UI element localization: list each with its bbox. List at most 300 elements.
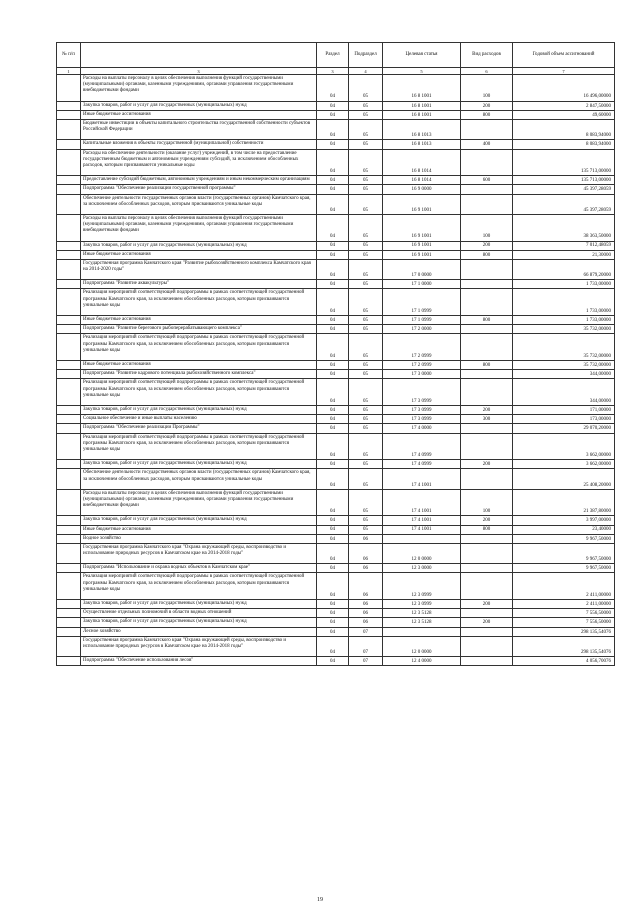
column-number: 3 [317, 68, 349, 75]
row-number [57, 214, 81, 241]
table-row [57, 149, 615, 176]
row-section: 04 [317, 424, 349, 433]
row-expense-type [461, 149, 513, 176]
row-subsection: 05 [349, 280, 383, 289]
row-subsection: 05 [349, 149, 383, 176]
table-row [57, 140, 615, 149]
row-subsection: 05 [349, 316, 383, 325]
row-expense-type [461, 573, 513, 600]
row-subsection: 05 [349, 214, 383, 241]
row-target: 16 9 1001 [383, 241, 461, 250]
row-number [57, 119, 81, 139]
table-row [57, 75, 615, 102]
row-subsection: 05 [349, 370, 383, 379]
row-target: 12 0 0000 [383, 543, 461, 563]
row-name: Закупка товаров, работ и услуг для государственных (муниципальных) нужд [81, 600, 317, 609]
table-row [57, 280, 615, 289]
row-section: 04 [317, 573, 349, 600]
row-section: 04 [317, 149, 349, 176]
row-expense-type [461, 280, 513, 289]
row-name: Подпрограмма "Использование и охрана водных объектов в Камчатском крае" [81, 564, 317, 573]
row-section: 04 [317, 176, 349, 185]
table-row [57, 564, 615, 573]
row-name: Капитальные вложения в объекты государственной (муниципальной) собственности [81, 140, 317, 149]
header-name [81, 43, 317, 68]
row-expense-type: 100 [461, 214, 513, 241]
row-subsection: 05 [349, 516, 383, 525]
row-amount: 21 387,80000 [513, 489, 615, 516]
row-expense-type [461, 379, 513, 406]
row-target: 17 4 0999 [383, 460, 461, 469]
row-target: 12 3 5128 [383, 618, 461, 627]
row-expense-type [461, 194, 513, 214]
row-subsection: 05 [349, 75, 383, 102]
row-expense-type: 800 [461, 250, 513, 259]
row-subsection: 05 [349, 259, 383, 279]
row-target: 17 2 0999 [383, 361, 461, 370]
row-amount: 298 135,54076 [513, 636, 615, 656]
table-row [57, 259, 615, 279]
row-section: 04 [317, 101, 349, 110]
row-amount: 45 397,28059 [513, 185, 615, 194]
row-name: Лесное хозяйство [81, 627, 317, 636]
row-amount: 2 411,00000 [513, 573, 615, 600]
row-number [57, 250, 81, 259]
table-row [57, 534, 615, 543]
row-number [57, 370, 81, 379]
row-section: 04 [317, 185, 349, 194]
row-subsection: 05 [349, 424, 383, 433]
row-target: 17 4 1001 [383, 469, 461, 489]
row-expense-type: 600 [461, 176, 513, 185]
row-subsection: 05 [349, 361, 383, 370]
row-number [57, 618, 81, 627]
row-target: 16 8 1014 [383, 149, 461, 176]
table-row [57, 618, 615, 627]
row-number [57, 185, 81, 194]
row-amount: 8 083,94000 [513, 140, 615, 149]
row-name: Реализация мероприятий соответствующей подпрограммы в рамках соответствующей государственной программы Камчатского края, за исключением обособленных расходов, которым присваиваются уникальные коды [81, 289, 317, 316]
row-number [57, 325, 81, 334]
table-row [57, 379, 615, 406]
table-header-row [57, 43, 615, 68]
row-amount: 9 967,50000 [513, 543, 615, 563]
row-subsection: 05 [349, 101, 383, 110]
row-target: 17 4 1001 [383, 525, 461, 534]
row-section: 04 [317, 259, 349, 279]
row-target [383, 534, 461, 543]
row-amount: 344,00000 [513, 379, 615, 406]
row-amount: 7 556,50000 [513, 609, 615, 618]
table-row [57, 119, 615, 139]
row-number [57, 609, 81, 618]
table-row [57, 433, 615, 460]
row-name: Государственная программа Камчатского края "Развитие рыбохозяйственного комплекса Камчатского края на 2014-2020 годы" [81, 259, 317, 279]
row-target: 17 4 0999 [383, 433, 461, 460]
row-target: 17 2 0999 [383, 334, 461, 361]
column-number: 4 [349, 68, 383, 75]
row-number [57, 543, 81, 563]
row-expense-type [461, 370, 513, 379]
row-expense-type: 800 [461, 361, 513, 370]
row-name: Государственная программа Камчатского края "Охрана окружающей среды, воспроизводство и использование природных ресурсов в Камчатском крае на 2014-2018 годы" [81, 636, 317, 656]
row-amount: 4 056,70076 [513, 657, 615, 666]
header-section: Раздел [317, 43, 349, 68]
row-amount: 21,30000 [513, 250, 615, 259]
row-name: Осуществление отдельных полномочий в области водных отношений [81, 609, 317, 618]
row-number [57, 194, 81, 214]
table-row [57, 241, 615, 250]
row-section: 04 [317, 636, 349, 656]
row-name: Иные бюджетные ассигнования [81, 525, 317, 534]
row-number [57, 241, 81, 250]
row-target [383, 627, 461, 636]
table-row [57, 185, 615, 194]
row-section: 04 [317, 516, 349, 525]
row-section: 04 [317, 316, 349, 325]
row-number [57, 361, 81, 370]
row-subsection: 06 [349, 618, 383, 627]
row-number [57, 316, 81, 325]
row-section: 04 [317, 618, 349, 627]
row-number [57, 110, 81, 119]
row-number [57, 280, 81, 289]
row-expense-type [461, 543, 513, 563]
row-name: Реализация мероприятий соответствующей подпрограммы в рамках соответствующей государственной программы Камчатского края, за исключением обособленных расходов, которым присваиваются уникальные коды [81, 433, 317, 460]
row-target: 12 0 0000 [383, 636, 461, 656]
row-number [57, 636, 81, 656]
row-amount: 135 713,00000 [513, 176, 615, 185]
table-row [57, 361, 615, 370]
row-section: 04 [317, 140, 349, 149]
row-section: 04 [317, 460, 349, 469]
row-target: 16 8 1001 [383, 101, 461, 110]
row-name: Реализация мероприятий соответствующей подпрограммы в рамках соответствующей государственной программы Камчатского края, за исключением обособленных расходов, которым присваиваются уникальные коды [81, 334, 317, 361]
row-amount: 66 879,20000 [513, 259, 615, 279]
row-section: 04 [317, 627, 349, 636]
row-target: 12 3 0000 [383, 564, 461, 573]
table-row [57, 370, 615, 379]
row-amount: 135 713,00000 [513, 149, 615, 176]
row-amount: 171,00000 [513, 405, 615, 414]
table-row [57, 516, 615, 525]
row-amount: 16 496,00000 [513, 75, 615, 102]
row-subsection: 05 [349, 379, 383, 406]
row-subsection: 06 [349, 573, 383, 600]
row-amount: 35 732,00000 [513, 361, 615, 370]
row-number [57, 415, 81, 424]
row-amount: 3 662,00000 [513, 460, 615, 469]
row-amount: 29 070,20000 [513, 424, 615, 433]
row-subsection: 05 [349, 241, 383, 250]
row-subsection: 05 [349, 325, 383, 334]
row-amount: 1 733,00000 [513, 280, 615, 289]
row-subsection: 05 [349, 334, 383, 361]
row-target: 17 0 0000 [383, 259, 461, 279]
row-section: 04 [317, 600, 349, 609]
table-row [57, 573, 615, 600]
row-name: Иные бюджетные ассигнования [81, 316, 317, 325]
row-subsection: 06 [349, 600, 383, 609]
row-name: Закупка товаров, работ и услуг для государственных (муниципальных) нужд [81, 516, 317, 525]
row-expense-type [461, 289, 513, 316]
row-expense-type: 800 [461, 316, 513, 325]
row-subsection: 06 [349, 534, 383, 543]
row-section: 04 [317, 379, 349, 406]
row-section: 04 [317, 564, 349, 573]
row-target: 17 4 0000 [383, 424, 461, 433]
row-target: 17 3 0999 [383, 415, 461, 424]
row-expense-type: 800 [461, 525, 513, 534]
row-subsection: 05 [349, 250, 383, 259]
row-expense-type [461, 325, 513, 334]
row-target: 12 3 5128 [383, 609, 461, 618]
row-expense-type [461, 334, 513, 361]
row-number [57, 334, 81, 361]
row-number [57, 405, 81, 414]
row-number [57, 289, 81, 316]
row-amount: 3 662,00000 [513, 433, 615, 460]
row-expense-type: 200 [461, 600, 513, 609]
table-row [57, 110, 615, 119]
row-subsection: 06 [349, 564, 383, 573]
row-name: Закупка товаров, работ и услуг для государственных (муниципальных) нужд [81, 460, 317, 469]
row-target: 12 4 0000 [383, 657, 461, 666]
table-row [57, 334, 615, 361]
column-number: 6 [461, 68, 513, 75]
row-section: 04 [317, 525, 349, 534]
row-name: Закупка товаров, работ и услуг для государственных (муниципальных) нужд [81, 241, 317, 250]
row-section: 04 [317, 194, 349, 214]
row-target: 17 3 0999 [383, 379, 461, 406]
row-section: 04 [317, 280, 349, 289]
table-row [57, 176, 615, 185]
row-name: Подпрограмма "Развитие аквакультуры" [81, 280, 317, 289]
row-name: Подпрограмма "Обеспечение реализации государственной программы" [81, 185, 317, 194]
table-row [57, 543, 615, 563]
row-expense-type: 400 [461, 140, 513, 149]
table-row [57, 525, 615, 534]
row-expense-type [461, 433, 513, 460]
row-section: 04 [317, 415, 349, 424]
row-expense-type [461, 259, 513, 279]
row-expense-type: 200 [461, 405, 513, 414]
row-name: Расходы на обеспечение деятельности (оказание услуг) учреждений, в том числе на предоставление государственным бюджетным и автономным учреждениям субсидий, за исключением обособленных расходов, которым присваиваются уникальные коды [81, 149, 317, 176]
row-number [57, 75, 81, 102]
row-subsection: 07 [349, 636, 383, 656]
table-row [57, 101, 615, 110]
row-number [57, 534, 81, 543]
row-number [57, 101, 81, 110]
row-section: 04 [317, 370, 349, 379]
row-amount: 9 967,50000 [513, 564, 615, 573]
row-target: 16 8 1013 [383, 119, 461, 139]
row-target: 17 4 1001 [383, 516, 461, 525]
page-number: 19 [317, 897, 323, 903]
row-expense-type: 300 [461, 415, 513, 424]
row-section: 04 [317, 250, 349, 259]
row-subsection: 05 [349, 460, 383, 469]
row-section: 04 [317, 289, 349, 316]
row-number [57, 176, 81, 185]
row-section: 04 [317, 110, 349, 119]
row-name: Реализация мероприятий соответствующей подпрограммы в рамках соответствующей государственной программы Камчатского края, за исключением обособленных расходов, которым присваиваются уникальные коды [81, 379, 317, 406]
row-target: 17 1 0999 [383, 316, 461, 325]
row-subsection: 07 [349, 657, 383, 666]
row-name: Иные бюджетные ассигнования [81, 110, 317, 119]
row-expense-type: 200 [461, 241, 513, 250]
table-row [57, 405, 615, 414]
row-target: 16 9 1001 [383, 214, 461, 241]
row-name: Иные бюджетные ассигнования [81, 361, 317, 370]
row-amount: 49,60000 [513, 110, 615, 119]
row-amount: 25 408,20000 [513, 469, 615, 489]
header-target: Целевая статья [383, 43, 461, 68]
row-amount: 2 411,00000 [513, 600, 615, 609]
row-expense-type [461, 119, 513, 139]
row-expense-type [461, 636, 513, 656]
header-expense-type: Вид расходов [461, 43, 513, 68]
row-name: Подпрограмма "Обеспечение использования лесов" [81, 657, 317, 666]
row-name: Закупка товаров, работ и услуг для государственных (муниципальных) нужд [81, 618, 317, 627]
row-target: 17 1 0999 [383, 289, 461, 316]
row-section: 04 [317, 119, 349, 139]
row-subsection: 05 [349, 176, 383, 185]
table-row [57, 316, 615, 325]
row-subsection: 05 [349, 185, 383, 194]
row-amount: 173,00000 [513, 415, 615, 424]
row-amount: 45 397,28059 [513, 194, 615, 214]
row-expense-type: 200 [461, 101, 513, 110]
row-subsection: 07 [349, 627, 383, 636]
row-target: 16 8 1013 [383, 140, 461, 149]
row-expense-type [461, 657, 513, 666]
row-section: 04 [317, 433, 349, 460]
row-expense-type: 100 [461, 489, 513, 516]
row-amount: 2 847,50000 [513, 101, 615, 110]
column-number: 5 [383, 68, 461, 75]
row-amount: 8 083,94000 [513, 119, 615, 139]
row-amount: 35 732,00000 [513, 325, 615, 334]
row-section: 04 [317, 469, 349, 489]
row-name: Социальное обеспечение и иные выплаты населению [81, 415, 317, 424]
row-name: Обеспечение деятельности государственных органов власти (государственных органов) Камчатского края, за исключением обособленных расходов, которым присваиваются уникальные коды [81, 469, 317, 489]
row-number [57, 489, 81, 516]
column-number-row [57, 68, 615, 75]
table-row [57, 460, 615, 469]
row-subsection: 05 [349, 405, 383, 414]
row-number [57, 379, 81, 406]
table-row [57, 609, 615, 618]
row-name: Бюджетные инвестиции в объекты капитального строительства государственной собственности субъектов Российской Федерации [81, 119, 317, 139]
row-number [57, 259, 81, 279]
row-section: 04 [317, 609, 349, 618]
table-row [57, 250, 615, 259]
row-section: 04 [317, 75, 349, 102]
row-section: 04 [317, 241, 349, 250]
table-row [57, 636, 615, 656]
row-name: Реализация мероприятий соответствующей подпрограммы в рамках соответствующей государственной программы Камчатского края, за исключением обособленных расходов, которым присваиваются уникальные коды [81, 573, 317, 600]
row-subsection: 05 [349, 489, 383, 516]
row-name: Подпрограмма "Развитие кадрового потенциала рыбохозяйственного комплекса" [81, 370, 317, 379]
row-amount: 38 363,50000 [513, 214, 615, 241]
row-name: Расходы на выплаты персоналу в целях обеспечения выполнения функций государственными (муниципальными) органами, казенными учреждениями, органами управления государственными внебюджетными фондами [81, 489, 317, 516]
row-section: 04 [317, 361, 349, 370]
row-name: Обеспечение деятельности государственных органов власти (государственных органов) Камчатского края, за исключением обособленных расходов, которым присваиваются уникальные коды [81, 194, 317, 214]
row-expense-type [461, 564, 513, 573]
row-name: Расходы на выплаты персоналу в целях обеспечения выполнения функций государственными (муниципальными) органами, казенными учреждениями, органами управления государственными внебюджетными фондами [81, 214, 317, 241]
row-expense-type: 200 [461, 618, 513, 627]
row-amount: 344,00000 [513, 370, 615, 379]
row-target: 17 3 0000 [383, 370, 461, 379]
row-expense-type: 100 [461, 75, 513, 102]
row-amount: 7 012,48059 [513, 241, 615, 250]
row-section: 04 [317, 543, 349, 563]
row-subsection: 05 [349, 469, 383, 489]
row-expense-type [461, 424, 513, 433]
row-section: 04 [317, 489, 349, 516]
row-subsection: 05 [349, 194, 383, 214]
row-expense-type [461, 627, 513, 636]
table-body [57, 68, 615, 666]
row-target: 17 4 1001 [383, 489, 461, 516]
row-target: 17 3 0999 [383, 405, 461, 414]
row-number [57, 573, 81, 600]
row-expense-type: 200 [461, 516, 513, 525]
table-row [57, 325, 615, 334]
row-number [57, 140, 81, 149]
row-target: 12 3 0999 [383, 600, 461, 609]
row-section: 04 [317, 534, 349, 543]
row-subsection: 05 [349, 433, 383, 460]
table-row [57, 657, 615, 666]
row-name: Иные бюджетные ассигнования [81, 250, 317, 259]
row-target: 16 8 1001 [383, 75, 461, 102]
row-target: 12 3 0999 [383, 573, 461, 600]
table-row [57, 627, 615, 636]
table-row [57, 469, 615, 489]
row-subsection: 05 [349, 119, 383, 139]
row-amount: 298 135,54076 [513, 627, 615, 636]
row-amount: 1 733,00000 [513, 289, 615, 316]
table-row [57, 415, 615, 424]
row-expense-type [461, 534, 513, 543]
table-row [57, 194, 615, 214]
row-amount: 9 967,50000 [513, 534, 615, 543]
row-subsection: 05 [349, 415, 383, 424]
row-subsection: 06 [349, 543, 383, 563]
row-name: Предоставление субсидий бюджетным, автономным учреждениям и иным некоммерческим организациям [81, 176, 317, 185]
row-amount: 35 732,00000 [513, 334, 615, 361]
row-subsection: 05 [349, 110, 383, 119]
row-amount: 23,40000 [513, 525, 615, 534]
column-number: 7 [513, 68, 615, 75]
row-number [57, 460, 81, 469]
row-target: 16 9 1001 [383, 250, 461, 259]
row-amount: 3 997,00000 [513, 516, 615, 525]
row-amount: 1 733,00000 [513, 316, 615, 325]
row-section: 04 [317, 325, 349, 334]
table-row [57, 489, 615, 516]
row-target: 17 1 0000 [383, 280, 461, 289]
row-name: Водное хозяйство [81, 534, 317, 543]
column-number: 1 [57, 68, 81, 75]
row-expense-type [461, 469, 513, 489]
row-number [57, 600, 81, 609]
row-section: 04 [317, 334, 349, 361]
row-number [57, 564, 81, 573]
header-amount: Годовой объем ассигнований [513, 43, 615, 68]
